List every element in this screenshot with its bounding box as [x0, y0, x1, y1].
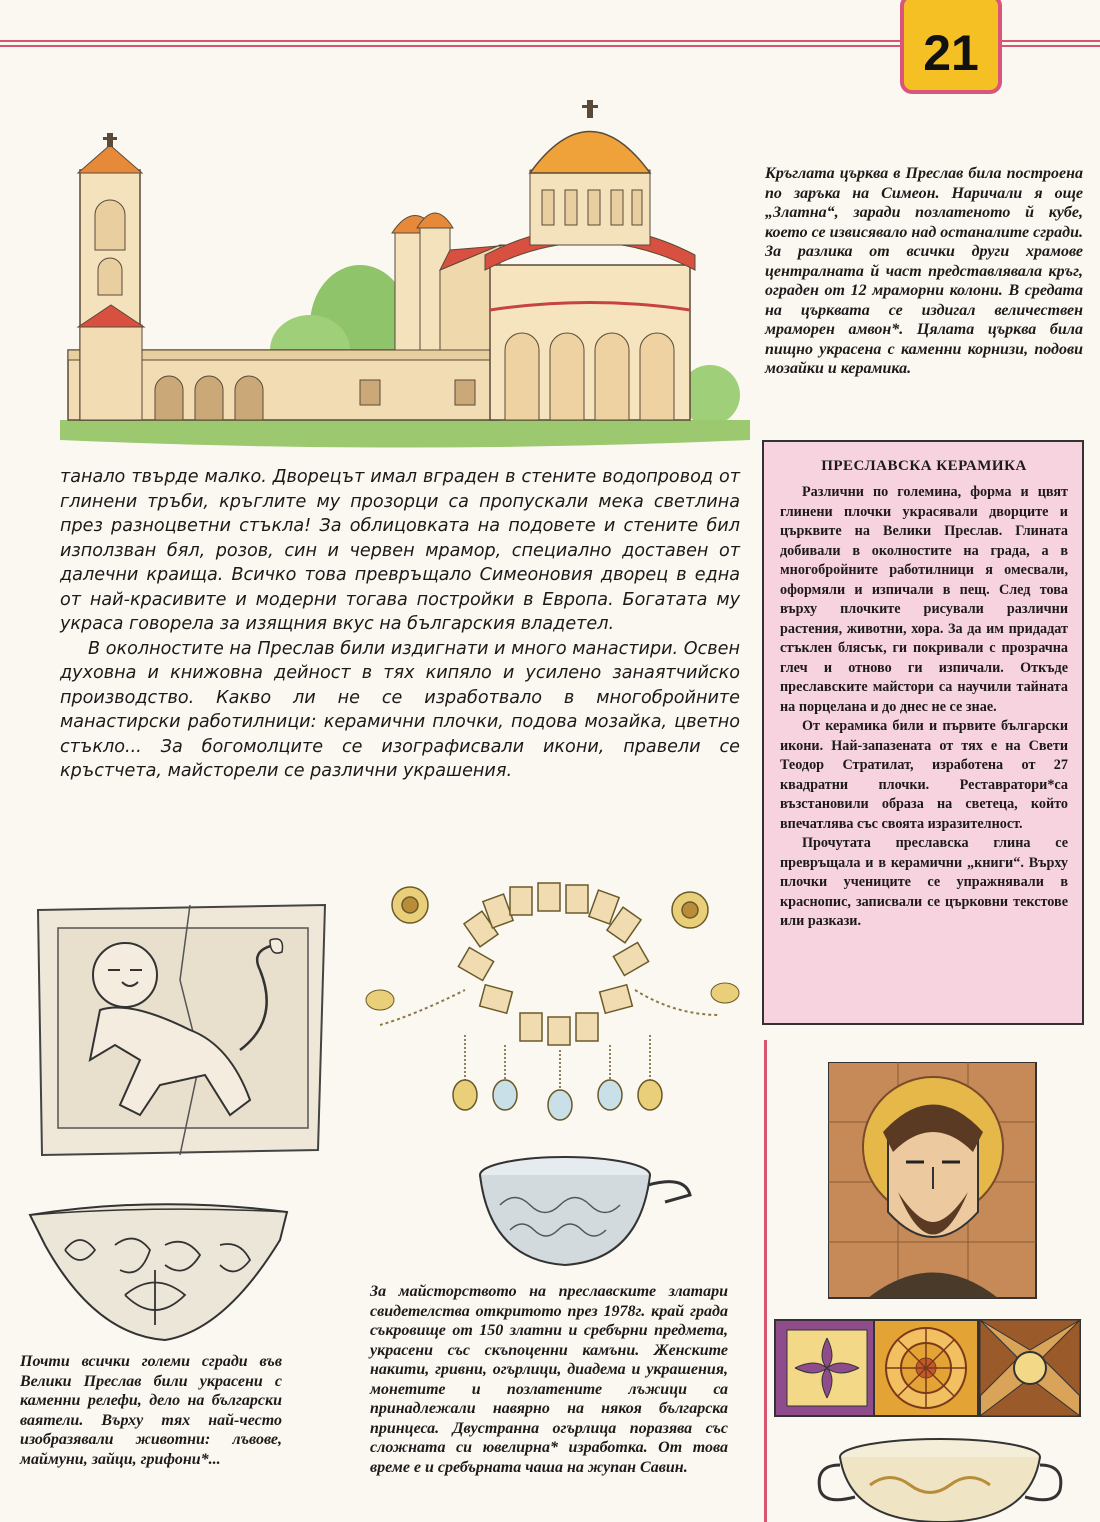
- round-church-illustration: [60, 95, 750, 455]
- lion-relief-illustration: [30, 900, 330, 1160]
- church-caption: Кръглата църква в Преслав била построена по заръка на Симеон. Наричали я още „Златна“, заради позлатеното й кубе, което се извисявало над останалите сгради. За разлика от всички други храмове централната й част представлявала кръг, ограден от 12 мраморни колони. В средата на църквата се издигал величествен мраморен амвон*. Цялата църква била пищно украсена с каменни корнизи, подови мозайки и керамика.: [765, 165, 1083, 377]
- main-paragraph-1: танало твърде малко. Дворецът имал вграден в стените водопровод от глинени тръби, кръглите му прозорци са пропускали мека светлина през разноцветни стъкла! За облицовката на подовете и стените бил използван бял, розов, син и червен мрамор, специално доставен от далечни краища. Всичко това превръщало Симеоновия дворец в една от най-красивите и модерни тогава постройки в Европа. Богатата му украса говорела за изящния вкус на българския владетел.: [60, 467, 740, 634]
- ceramics-paragraph-3: Прочутата преславска глина се превръщала и в керамични „книги“. Върху плочки учениците се упражнявали в краснопис, записвали се църковни текстове или разкази.: [780, 835, 1068, 929]
- stone-capital-illustration: [25, 1200, 295, 1350]
- ceramic-tile-1-illustration: [773, 1318, 883, 1418]
- treasure-caption: За майсторството на преславските златари свидетелства откритото през 1978г. край града съкровище от 150 златни и сребърни предмета, украсени със скъпоценни камъни. Женските накити, гривни, огърлици, диадема и украшения, монетите и позлатените лъжици са принадлежали навярно на някоя българска принцеса. Двустранна огърлица поразява със сложната си ювелирна* изработка. От това време е и сребърната чаша на жупан Савин.: [370, 1283, 728, 1476]
- ceramic-bowl-illustration: [810, 1435, 1070, 1522]
- ceramic-tile-2-illustration: [872, 1318, 982, 1418]
- saint-theodore-icon-illustration: [828, 1062, 1038, 1300]
- ceramics-box-title: ПРЕСЛАВСКА КЕРАМИКА: [821, 458, 1027, 474]
- page-number-badge: [900, 0, 1002, 94]
- main-paragraph-2: В околностите на Преслав били издигнати и много манастири. Освен духовна и книжовна дейност в тях кипяло и усилено занаятчийско производство. Какво ли не се изработвало в многобройните манастирски работилници: керамични плочки, подова мозайка, цветно стъкло... За богомолците се изографисвали икони, правели се кръстчета, майсторели се различни украшения.: [60, 638, 740, 781]
- relief-caption: Почти всички големи сгради във Велики Преслав били украсени с каменни релефи, дело на български ваятели. Върху тях най-често изобразявали животни: лъвове, маймуни, зайци, грифони*...: [20, 1353, 282, 1468]
- main-text: [60, 465, 740, 784]
- ceramics-paragraph-2: От керамика били и първите български икони. Най-запазената от тях е на Свети Теодор Стратилат, изработена от 27 квадратни плочки. Реставратори*са възстановили образа на светеца, който впечатлява със своята изразителност.: [780, 718, 1068, 832]
- ceramics-box: [762, 440, 1084, 1025]
- ceramics-paragraph-1: Различни по големина, форма и цвят глинени плочки украсявали дворците и църквите на Велики Преслав. Глината добивали в околностите на града, а в многобройните работилници я омесвали, оформяли и изпичали в пещ. След това върху плочките рисували различни растения, животни, хора. За да им придадат стъклен блясък, ги покривали с прозрачна глеч и отново ги изпичали. Откъде преславските майстори са научили тайната на порцелана и до днес не се знае.: [780, 484, 1068, 715]
- ceramic-tile-3-illustration: [978, 1318, 1088, 1418]
- silver-cup-illustration: [470, 1150, 700, 1280]
- column-divider: [764, 1040, 767, 1522]
- page-number: 21: [923, 25, 979, 81]
- treasure-necklace-illustration: [355, 875, 745, 1135]
